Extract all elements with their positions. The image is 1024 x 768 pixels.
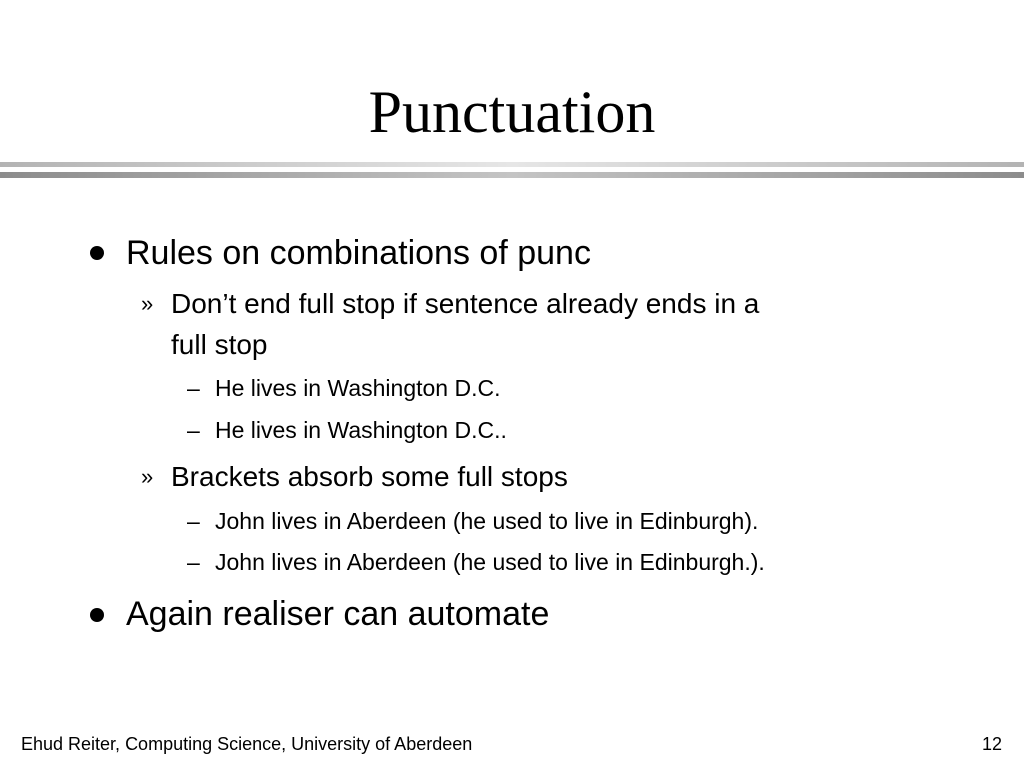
example-text: He lives in Washington D.C. <box>215 375 501 401</box>
page-number: 12 <box>981 734 1002 754</box>
example-text: John lives in Aberdeen (he used to live in Edinburgh.). <box>215 549 765 575</box>
bullet-dot-icon <box>90 246 104 260</box>
sub-bullet-marker: » <box>141 291 154 316</box>
title-divider-light <box>0 162 1024 167</box>
bullet-dot-icon <box>90 608 104 622</box>
bullet-text: Again realiser can automate <box>126 595 550 633</box>
example-marker: – <box>187 417 200 443</box>
footer-credit: Ehud Reiter, Computing Science, University of Aberdeen <box>21 734 473 754</box>
example-marker: – <box>187 508 200 534</box>
slide-title: Punctuation <box>368 79 656 145</box>
example-marker: – <box>187 549 200 575</box>
bullet-text: Rules on combinations of punc <box>126 234 591 272</box>
example-text: He lives in Washington D.C.. <box>215 417 507 443</box>
example-marker: – <box>187 375 200 401</box>
sub-bullet-text: Don’t end full stop if sentence already ends in a <box>171 288 760 319</box>
sub-bullet-text-continued: full stop <box>171 329 268 360</box>
sub-bullet-text: Brackets absorb some full stops <box>171 461 568 492</box>
example-text: John lives in Aberdeen (he used to live in Edinburgh). <box>215 508 759 534</box>
sub-bullet-marker: » <box>141 464 154 489</box>
title-divider-dark <box>0 172 1024 178</box>
